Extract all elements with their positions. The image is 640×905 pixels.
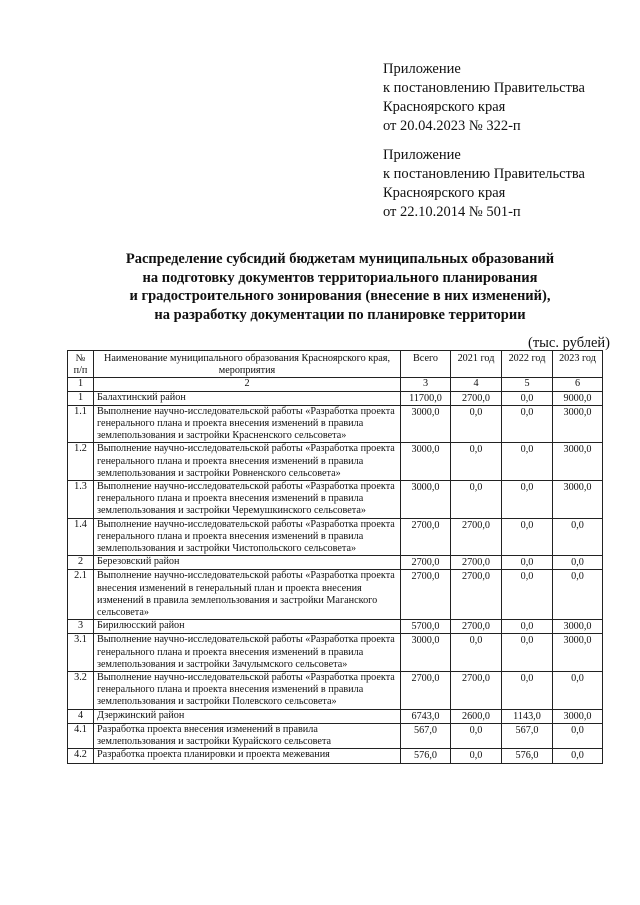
row-2022: 0,0 <box>502 556 553 570</box>
row-2023: 3000,0 <box>553 405 603 443</box>
row-name: Дзержинский район <box>94 709 401 723</box>
row-number: 3.1 <box>68 634 94 672</box>
row-name: Разработка проекта внесения изменений в правила землепользования и застройки Курайского сельсовета <box>94 723 401 748</box>
table-row <box>68 405 603 443</box>
row-number: 4.1 <box>68 723 94 748</box>
row-number: 1.4 <box>68 518 94 556</box>
table-header-row <box>68 351 603 378</box>
row-total: 3000,0 <box>401 405 451 443</box>
row-number: 4 <box>68 709 94 723</box>
table-row <box>68 749 603 763</box>
table-row <box>68 391 603 405</box>
row-2021: 0,0 <box>451 634 502 672</box>
row-2023: 3000,0 <box>553 634 603 672</box>
row-total: 2700,0 <box>401 672 451 710</box>
row-name: Разработка проекта планировки и проекта межевания <box>94 749 401 763</box>
row-2022: 0,0 <box>502 620 553 634</box>
header-number: № п/п <box>68 351 94 378</box>
row-2022: 0,0 <box>502 405 553 443</box>
row-2023: 3000,0 <box>553 443 603 481</box>
row-2021: 0,0 <box>451 723 502 748</box>
row-number: 1 <box>68 391 94 405</box>
column-index: 6 <box>553 378 603 391</box>
column-index: 3 <box>401 378 451 391</box>
subsidy-table <box>67 350 603 764</box>
row-name: Выполнение научно-исследовательской работы «Разработка проекта внесения изменений в генеральный план и проекта внесения изменений в правила землепользования и застройки Маганского сельсовета» <box>94 570 401 620</box>
row-2023: 0,0 <box>553 723 603 748</box>
appendix-line: Красноярского края <box>383 185 506 201</box>
row-number: 3 <box>68 620 94 634</box>
row-2023: 0,0 <box>553 749 603 763</box>
row-name: Выполнение научно-исследовательской работы «Разработка проекта генерального плана и проекта внесения изменений в правила землепользования и застройки Ровненского сельсовета» <box>94 443 401 481</box>
row-number: 1.1 <box>68 405 94 443</box>
column-index: 5 <box>502 378 553 391</box>
appendix-block-original <box>383 146 585 222</box>
column-index: 1 <box>68 378 94 391</box>
appendix-line: от 22.10.2014 № 501-п <box>383 204 521 220</box>
header-total: Всего <box>401 351 451 378</box>
row-2023: 3000,0 <box>553 481 603 519</box>
row-2022: 0,0 <box>502 443 553 481</box>
row-number: 4.2 <box>68 749 94 763</box>
appendix-line: Приложение <box>383 61 461 77</box>
row-name: Бирилюсский район <box>94 620 401 634</box>
row-2023: 3000,0 <box>553 709 603 723</box>
table-row <box>68 723 603 748</box>
row-2021: 2700,0 <box>451 570 502 620</box>
table-row <box>68 620 603 634</box>
header-2023: 2023 год <box>553 351 603 378</box>
row-total: 3000,0 <box>401 443 451 481</box>
row-2023: 0,0 <box>553 556 603 570</box>
row-2021: 2700,0 <box>451 391 502 405</box>
row-2022: 0,0 <box>502 391 553 405</box>
row-total: 3000,0 <box>401 634 451 672</box>
row-2023: 0,0 <box>553 672 603 710</box>
row-2022: 0,0 <box>502 481 553 519</box>
row-2021: 0,0 <box>451 443 502 481</box>
column-index: 4 <box>451 378 502 391</box>
row-2021: 0,0 <box>451 405 502 443</box>
title-line: и градостроительного зонирования (внесение в них изменений), <box>129 288 551 304</box>
row-2021: 2700,0 <box>451 556 502 570</box>
row-name: Балахтинский район <box>94 391 401 405</box>
row-total: 576,0 <box>401 749 451 763</box>
row-number: 1.2 <box>68 443 94 481</box>
row-number: 3.2 <box>68 672 94 710</box>
row-name: Выполнение научно-исследовательской работы «Разработка проекта генерального плана и проекта внесения изменений в правила землепользования и застройки Черемушкинского сельсовета» <box>94 481 401 519</box>
units-label: (тыс. рублей) <box>528 335 610 351</box>
row-2021: 2700,0 <box>451 518 502 556</box>
appendix-line: от 20.04.2023 № 322-п <box>383 118 521 134</box>
row-2023: 3000,0 <box>553 620 603 634</box>
row-total: 2700,0 <box>401 570 451 620</box>
column-index: 2 <box>94 378 401 391</box>
row-total: 567,0 <box>401 723 451 748</box>
row-total: 2700,0 <box>401 518 451 556</box>
row-total: 11700,0 <box>401 391 451 405</box>
row-name: Выполнение научно-исследовательской работы «Разработка проекта генерального плана и проекта внесения изменений в правила землепользования и застройки Чистопольского сельсовета» <box>94 518 401 556</box>
table-row <box>68 570 603 620</box>
row-2022: 567,0 <box>502 723 553 748</box>
document-title <box>60 250 620 324</box>
row-total: 5700,0 <box>401 620 451 634</box>
appendix-line: к постановлению Правительства <box>383 166 585 182</box>
table-row <box>68 481 603 519</box>
row-total: 6743,0 <box>401 709 451 723</box>
row-name: Выполнение научно-исследовательской работы «Разработка проекта генерального плана и проекта внесения изменений в правила землепользования и застройки Полевского сельсовета» <box>94 672 401 710</box>
row-2023: 9000,0 <box>553 391 603 405</box>
table-row <box>68 518 603 556</box>
row-number: 2 <box>68 556 94 570</box>
title-line: на разработку документации по планировке территории <box>154 306 526 323</box>
row-name: Березовский район <box>94 556 401 570</box>
table-row <box>68 709 603 723</box>
row-2021: 2600,0 <box>451 709 502 723</box>
row-2023: 0,0 <box>553 570 603 620</box>
row-number: 2.1 <box>68 570 94 620</box>
row-2021: 2700,0 <box>451 672 502 710</box>
table-row <box>68 672 603 710</box>
appendix-line: Красноярского края <box>383 99 506 115</box>
row-number: 1.3 <box>68 481 94 519</box>
row-name: Выполнение научно-исследовательской работы «Разработка проекта генерального плана и проекта внесения изменений в правила землепользования и застройки Красненского сельсовета» <box>94 405 401 443</box>
table-row <box>68 556 603 570</box>
appendix-line: к постановлению Правительства <box>383 80 585 96</box>
row-2022: 1143,0 <box>502 709 553 723</box>
row-2023: 0,0 <box>553 518 603 556</box>
row-2022: 0,0 <box>502 570 553 620</box>
title-line: Распределение субсидий бюджетам муниципальных образований <box>125 251 555 267</box>
row-2022: 576,0 <box>502 749 553 763</box>
row-2022: 0,0 <box>502 634 553 672</box>
header-2022: 2022 год <box>502 351 553 378</box>
row-name: Выполнение научно-исследовательской работы «Разработка проекта генерального плана и проекта внесения изменений в правила землепользования и застройки Зачулымского сельсовета» <box>94 634 401 672</box>
row-total: 3000,0 <box>401 481 451 519</box>
table-row <box>68 634 603 672</box>
column-index-row <box>68 378 603 391</box>
title-line: на подготовку документов территориального планирования <box>142 269 538 286</box>
appendix-line: Приложение <box>383 147 461 163</box>
row-2021: 0,0 <box>451 481 502 519</box>
row-2021: 0,0 <box>451 749 502 763</box>
header-name: Наименование муниципального образования Красноярского края, мероприятия <box>94 351 401 378</box>
table-row <box>68 443 603 481</box>
appendix-block-current <box>383 60 585 136</box>
row-2021: 2700,0 <box>451 620 502 634</box>
row-2022: 0,0 <box>502 518 553 556</box>
row-total: 2700,0 <box>401 556 451 570</box>
header-2021: 2021 год <box>451 351 502 378</box>
row-2022: 0,0 <box>502 672 553 710</box>
